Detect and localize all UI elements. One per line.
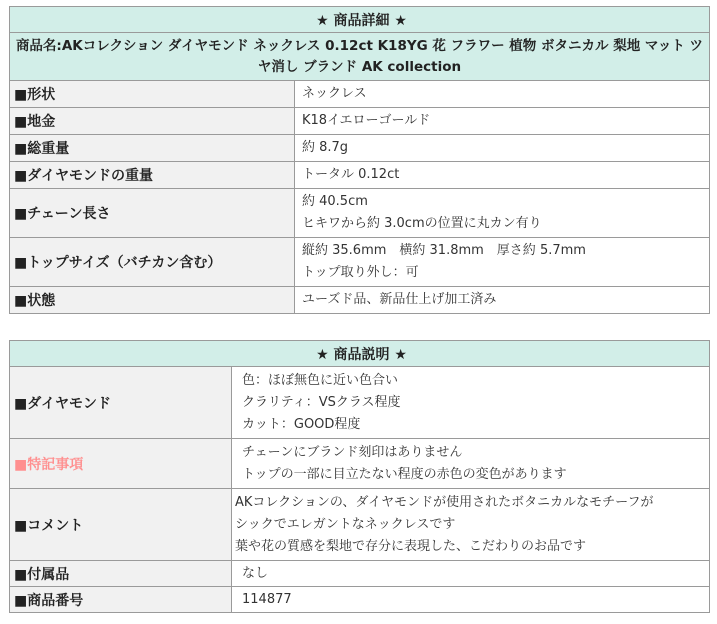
row-value-accessories xyxy=(232,561,710,587)
row-label-condition: ■状態 xyxy=(10,287,295,314)
value-line: ネックレス xyxy=(302,86,367,101)
row-label-chain-length: ■チェーン長さ xyxy=(10,189,295,238)
product-details-table xyxy=(9,6,710,314)
row-value-comment xyxy=(232,489,710,561)
row-label-item-number: ■商品番号 xyxy=(10,587,232,613)
row-value-special-notes xyxy=(232,439,710,489)
value-line: K18イエローゴールド xyxy=(302,113,431,128)
description-header: ★ 商品説明 ★ xyxy=(10,341,710,367)
row-value-shape xyxy=(295,81,710,108)
row-label-total-weight: ■総重量 xyxy=(10,135,295,162)
row-label-shape: ■形状 xyxy=(10,81,295,108)
value-line: 114877 xyxy=(242,591,292,607)
details-header: ★ 商品詳細 ★ xyxy=(10,7,710,33)
row-value-chain-length xyxy=(295,189,710,238)
row-value-item-number xyxy=(232,587,710,613)
value-line: 縦約 35.6mm 横約 31.8mm 厚さ約 5.7mm xyxy=(302,243,586,258)
value-line: トップの一部に目立たない程度の赤色の変色があります xyxy=(242,466,567,482)
value-line: クラリティ：VSクラス程度 xyxy=(242,394,401,410)
value-line: 約 8.7g xyxy=(302,140,349,155)
row-label-special-notes: ■特記事項 xyxy=(10,439,232,489)
value-line: 約 40.5cm xyxy=(302,194,368,209)
row-value-diamond xyxy=(232,367,710,439)
value-line: 色：ほぼ無色に近い色合い xyxy=(242,372,399,388)
value-line: AKコレクションの、ダイヤモンドが使用されたボタニカルなモチーフが xyxy=(235,494,654,510)
value-line: ヒキワから約 3.0cmの位置に丸カン有り xyxy=(302,216,542,231)
row-label-diamond-weight: ■ダイヤモンドの重量 xyxy=(10,162,295,189)
row-label-diamond: ■ダイヤモンド xyxy=(10,367,232,439)
row-value-total-weight xyxy=(295,135,710,162)
value-line: ユーズド品、新品仕上げ加工済み xyxy=(302,292,497,307)
value-line: チェーンにブランド刻印はありません xyxy=(242,444,463,460)
row-label-comment: ■コメント xyxy=(10,489,232,561)
row-value-condition xyxy=(295,287,710,314)
row-value-diamond-weight xyxy=(295,162,710,189)
value-line: 葉や花の質感を梨地で存分に表現した、こだわりのお品です xyxy=(235,538,587,554)
value-line: カット：GOOD程度 xyxy=(242,416,361,432)
row-value-top-size xyxy=(295,238,710,287)
row-label-top-size: ■トップサイズ（バチカン含む） xyxy=(10,238,295,287)
value-line: トップ取り外し：可 xyxy=(302,265,419,280)
row-value-metal xyxy=(295,108,710,135)
value-line: シックでエレガントなネックレスです xyxy=(235,516,456,532)
value-line: なし xyxy=(242,565,269,581)
product-title: 商品名:AKコレクション ダイヤモンド ネックレス 0.12ct K18YG 花 フラワー 植物 ボタニカル 梨地 マット ツヤ消し ブランド AK collection xyxy=(10,33,710,81)
row-label-accessories: ■付属品 xyxy=(10,561,232,587)
row-label-metal: ■地金 xyxy=(10,108,295,135)
value-line: トータル 0.12ct xyxy=(302,167,400,182)
product-description-table xyxy=(9,340,710,613)
